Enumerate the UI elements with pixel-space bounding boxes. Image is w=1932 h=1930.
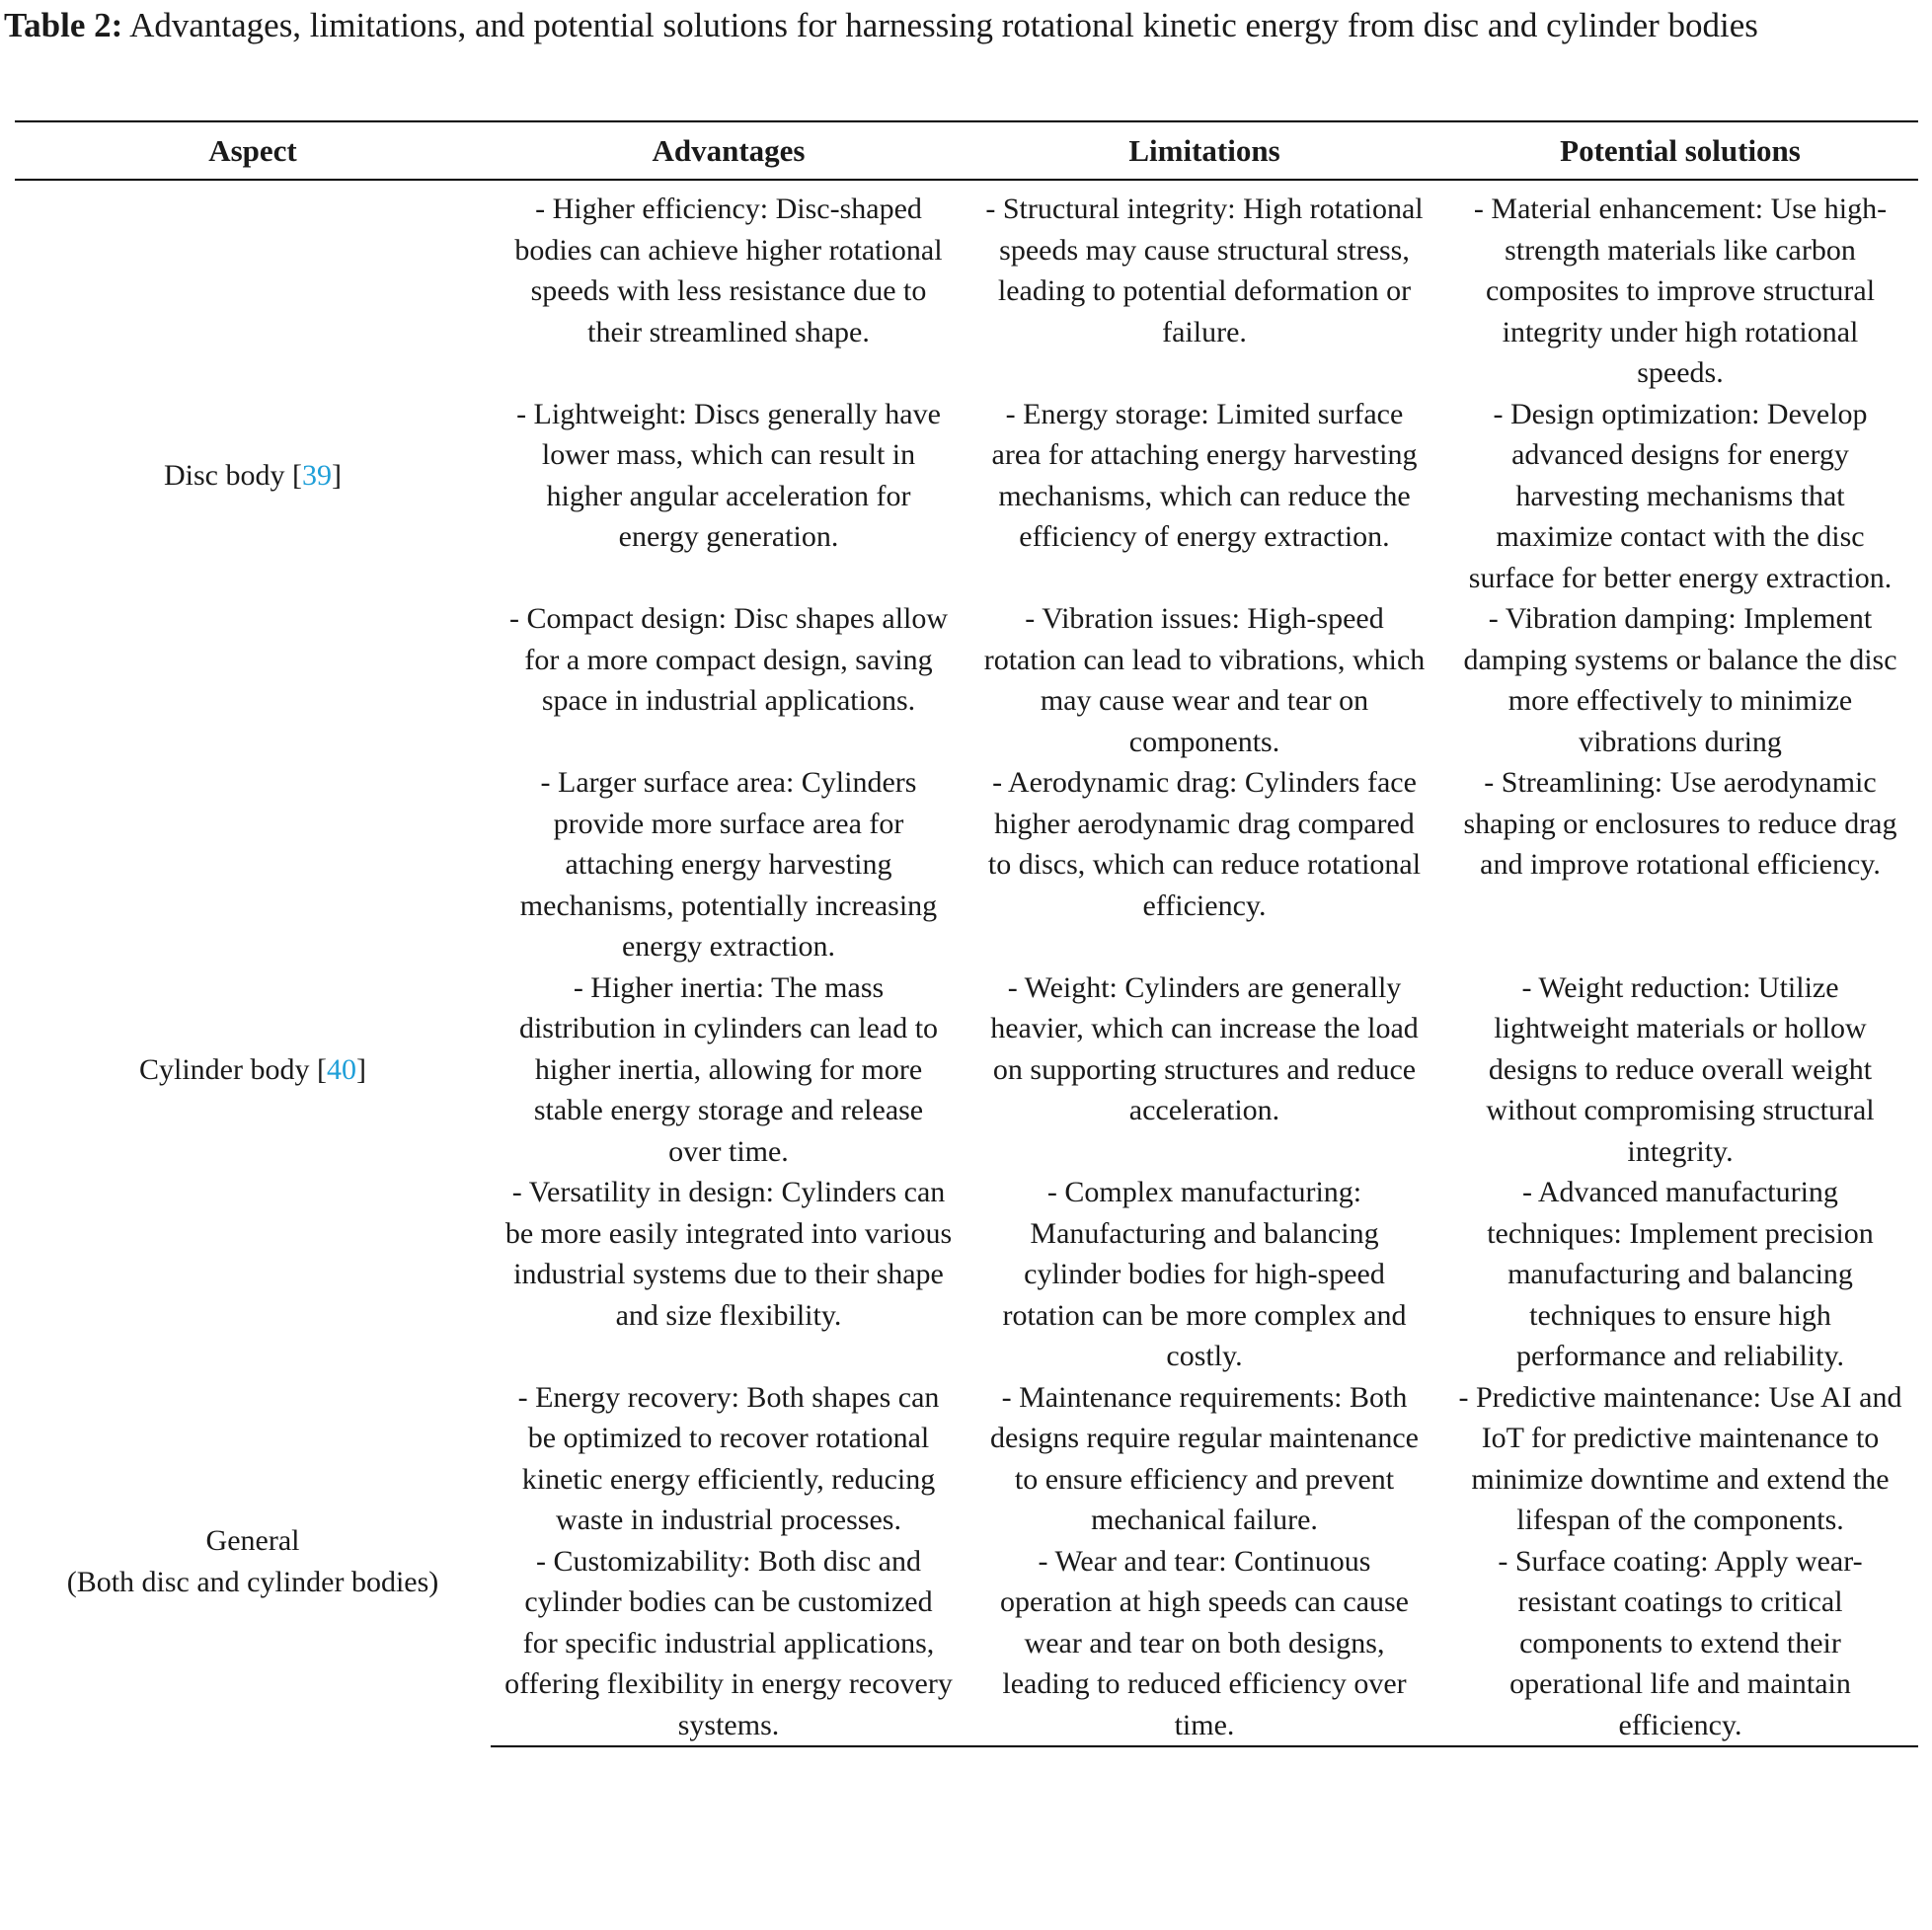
limitation-cell: - Weight: Cylinders are generally heavier, which can increase the load on supporting structures and reduce acceleration. <box>990 970 1419 1126</box>
advantage-cell: - Higher efficiency: Disc-shaped bodies can achieve higher rotational speeds with less resistance due to their streamlined shape. <box>514 193 943 348</box>
limitation-cell: - Wear and tear: Continuous operation at high speeds can cause wear and tear on both designs, leading to reduced efficiency over time. <box>966 1541 1442 1747</box>
citation-link-40[interactable]: 40 <box>327 1052 356 1086</box>
table-caption-text: Advantages, limitations, and potential solutions for harnessing rotational kinetic energy from disc and cylinder bodies <box>122 6 1758 44</box>
aspect-cylinder-body-label: Cylinder body <box>139 1052 310 1086</box>
aspect-disc-body-label: Disc body <box>164 458 285 492</box>
aspect-general <box>15 1377 491 1747</box>
advantage-cell: - Lightweight: Discs generally have lower mass, which can result in higher angular acceleration for energy generation. <box>516 397 941 553</box>
table-caption-label: Table 2: <box>4 6 123 44</box>
solution-cell: - Advanced manufacturing techniques: Implement precision manufacturing and balancing techniques to ensure high performance and reliability. <box>1487 1176 1874 1372</box>
aspect-cylinder-body: Cylinder body [40] <box>139 1052 366 1086</box>
comparison-table-wrapper <box>15 120 1918 1747</box>
advantage-cell: - Higher inertia: The mass distribution in cylinders can lead to higher inertia, allowing for more stable energy storage and release over time. <box>518 970 939 1168</box>
comparison-table <box>15 120 1918 1747</box>
limitation-cell: - Maintenance requirements: Both designs require regular maintenance to ensure efficiency and prevent mechanical failure. <box>990 1380 1419 1536</box>
aspect-general-label: General <box>205 1524 300 1558</box>
citation-link-39[interactable]: 39 <box>302 458 332 492</box>
solution-cell: - Design optimization: Develop advanced designs for energy harvesting mechanisms that maximize contact with the disc surface for better energy extraction. <box>1468 397 1893 594</box>
limitation-cell: - Complex manufacturing: Manufacturing and balancing cylinder bodies for high-speed rotation can be more complex and costly. <box>1002 1176 1407 1372</box>
advantage-cell: - Compact design: Disc shapes allow for a more compact design, saving space in industrial applications. <box>508 602 949 717</box>
header-advantages: Advantages <box>491 121 966 180</box>
advantage-cell: - Energy recovery: Both shapes can be optimized to recover rotational kinetic energy efficiently, reducing waste in industrial processes. <box>517 1380 940 1536</box>
advantage-cell: - Larger surface area: Cylinders provide more surface area for attaching energy harvesting mechanisms, potentially increasing energy extraction. <box>519 766 938 963</box>
advantage-cell: - Versatility in design: Cylinders can be more easily integrated into various industrial systems due to their shape and size flexibility. <box>504 1176 953 1332</box>
table-row <box>15 1377 1918 1541</box>
advantage-cell: - Customizability: Both disc and cylinder bodies can be customized for specific industrial applications, offering flexibility in energy recovery systems. <box>491 1541 966 1747</box>
solution-cell: - Streamlining: Use aerodynamic shaping or enclosures to reduce drag and improve rotational efficiency. <box>1463 766 1897 881</box>
table-row <box>15 762 1918 967</box>
limitation-cell: - Energy storage: Limited surface area for attaching energy harvesting mechanisms, which can reduce the efficiency of energy extraction. <box>991 397 1418 553</box>
aspect-disc-body: Disc body [39] <box>164 458 342 492</box>
limitation-cell: - Aerodynamic drag: Cylinders face higher aerodynamic drag compared to discs, which can reduce rotational efficiency. <box>987 766 1422 922</box>
header-limitations: Limitations <box>966 121 1442 180</box>
header-aspect: Aspect <box>15 121 491 180</box>
solution-cell: - Surface coating: Apply wear-resistant coatings to critical components to extend their operational life and maintain efficiency. <box>1442 1541 1918 1747</box>
solution-cell: - Weight reduction: Utilize lightweight materials or hollow designs to reduce overall weight without compromising structural integrity. <box>1486 970 1875 1168</box>
aspect-general-subtitle: (Both disc and cylinder bodies) <box>66 1565 439 1598</box>
table-row <box>15 180 1918 394</box>
solution-cell: - Vibration damping: Implement damping systems or balance the disc more effectively to minimize vibrations during <box>1463 602 1897 758</box>
solution-cell: - Predictive maintenance: Use AI and IoT for predictive maintenance to minimize downtime and extend the lifespan of the components. <box>1458 1380 1902 1536</box>
table-caption <box>4 2 1924 49</box>
limitation-cell: - Structural integrity: High rotational speeds may cause structural stress, leading to potential deformation or failure. <box>985 193 1424 348</box>
header-potential-solutions: Potential solutions <box>1442 121 1918 180</box>
solution-cell: - Material enhancement: Use high-strength materials like carbon composites to improve structural integrity under high rotational speeds. <box>1473 193 1888 389</box>
table-header-row <box>15 121 1918 180</box>
limitation-cell: - Vibration issues: High-speed rotation can lead to vibrations, which may cause wear and tear on components. <box>983 602 1426 758</box>
